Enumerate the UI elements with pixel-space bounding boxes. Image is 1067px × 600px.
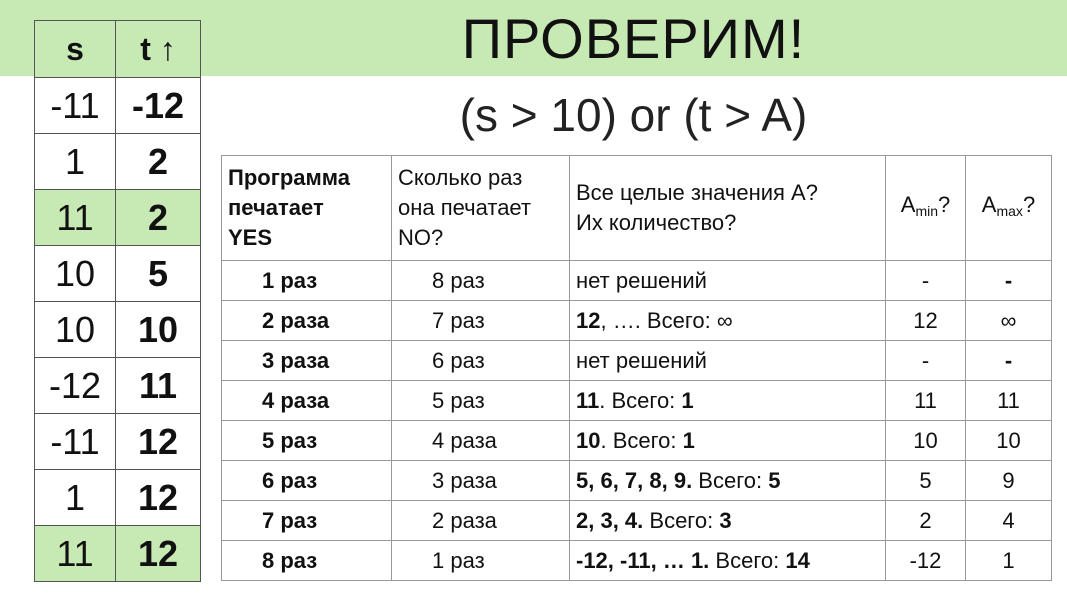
a-max-cell: 11 <box>966 381 1052 421</box>
yes-count-cell: 4 раза <box>222 381 392 421</box>
header-prints-yes: Программа печатает YES <box>222 156 392 261</box>
s-value: 10 <box>35 246 116 302</box>
a-values-text: , …. Всего: ∞ <box>600 308 733 333</box>
a-min-cell: 2 <box>886 501 966 541</box>
page-title: ПРОВЕРИМ! <box>461 7 806 70</box>
a-values-list: -12, -11, … 1. <box>576 548 710 573</box>
yes-count-cell: 2 раза <box>222 301 392 341</box>
a-min-cell: 12 <box>886 301 966 341</box>
a-min-cell: -12 <box>886 541 966 581</box>
a-values-list: 10 <box>576 428 601 453</box>
yes-count-cell: 6 раз <box>222 461 392 501</box>
st-row <box>35 414 201 470</box>
results-row <box>222 341 1052 381</box>
a-values-list: 11 <box>576 388 600 413</box>
no-count-cell: 7 раз <box>392 301 570 341</box>
results-row <box>222 261 1052 301</box>
no-count-cell: 2 раза <box>392 501 570 541</box>
a-min-cell: - <box>886 261 966 301</box>
a-total-label: Всего: <box>643 508 720 533</box>
t-value: 10 <box>116 302 201 358</box>
a-values-cell <box>570 421 886 461</box>
t-value: 12 <box>116 414 201 470</box>
results-row <box>222 301 1052 341</box>
a-max-cell: 10 <box>966 421 1052 461</box>
st-row <box>35 302 201 358</box>
a-values-cell <box>570 261 886 301</box>
s-value: -12 <box>35 358 116 414</box>
a-total-count: 1 <box>681 388 694 413</box>
yes-count-cell: 5 раз <box>222 421 392 461</box>
header-a-values: Все целые значения A? Их количество? <box>570 156 886 261</box>
no-count-cell: 5 раз <box>392 381 570 421</box>
yes-count-cell: 8 раз <box>222 541 392 581</box>
no-count-cell: 3 раза <box>392 461 570 501</box>
a-total-label: Всего: <box>709 548 786 573</box>
st-row <box>35 470 201 526</box>
a-max-cell: ∞ <box>966 301 1052 341</box>
condition-formula: (s > 10) or (t > A) <box>459 89 808 141</box>
st-values-table <box>34 20 201 582</box>
header-a-min: $A_{min}$? <box>886 156 966 261</box>
a-total-label: . Всего: <box>600 428 683 453</box>
a-values-text: нет решений <box>576 268 707 293</box>
st-row <box>35 358 201 414</box>
st-row <box>35 190 201 246</box>
a-values-cell <box>570 461 886 501</box>
s-value: 1 <box>35 134 116 190</box>
a-values-cell <box>570 341 886 381</box>
results-row <box>222 381 1052 421</box>
results-row <box>222 421 1052 461</box>
results-table <box>221 155 1052 581</box>
no-count-cell: 4 раза <box>392 421 570 461</box>
a-min-cell: - <box>886 341 966 381</box>
a-total-label: . Всего: <box>599 388 682 413</box>
s-value: 10 <box>35 302 116 358</box>
st-row <box>35 246 201 302</box>
a-max-cell: 9 <box>966 461 1052 501</box>
results-row <box>222 501 1052 541</box>
results-row <box>222 461 1052 501</box>
a-values-cell <box>570 301 886 341</box>
a-min-cell: 10 <box>886 421 966 461</box>
results-header-row <box>222 156 1052 261</box>
yes-count-cell: 3 раза <box>222 341 392 381</box>
t-value: 12 <box>116 470 201 526</box>
a-values-cell <box>570 501 886 541</box>
a-max-cell: 1 <box>966 541 1052 581</box>
a-total-count: 3 <box>719 508 732 533</box>
header-a-max: $A_{max}$? <box>966 156 1052 261</box>
a-values-text: нет решений <box>576 348 707 373</box>
a-min-cell: 11 <box>886 381 966 421</box>
s-value: 1 <box>35 470 116 526</box>
a-values-cell <box>570 381 886 421</box>
st-row <box>35 134 201 190</box>
a-max-cell: - <box>966 341 1052 381</box>
t-value: 11 <box>116 358 201 414</box>
t-value: 5 <box>116 246 201 302</box>
a-total-count: 5 <box>768 468 781 493</box>
results-row <box>222 541 1052 581</box>
st-row <box>35 526 201 582</box>
no-count-cell: 1 раз <box>392 541 570 581</box>
a-total-count: 14 <box>785 548 810 573</box>
st-row <box>35 78 201 134</box>
no-count-cell: 8 раз <box>392 261 570 301</box>
a-values-list: 12 <box>576 308 601 333</box>
a-values-list: 5, 6, 7, 8, 9. <box>576 468 693 493</box>
st-header-row <box>35 21 201 78</box>
s-value: 11 <box>35 526 116 582</box>
a-total-count: 1 <box>682 428 695 453</box>
t-value: -12 <box>116 78 201 134</box>
a-min-cell: 5 <box>886 461 966 501</box>
yes-count-cell: 1 раз <box>222 261 392 301</box>
s-value: 11 <box>35 190 116 246</box>
a-values-list: 2, 3, 4. <box>576 508 644 533</box>
yes-count-cell: 7 раз <box>222 501 392 541</box>
a-total-label: Всего: <box>692 468 769 493</box>
s-header: s <box>35 21 116 78</box>
header-prints-no: Сколько раз она печатает NO? <box>392 156 570 261</box>
t-value: 2 <box>116 134 201 190</box>
no-count-cell: 6 раз <box>392 341 570 381</box>
a-values-cell <box>570 541 886 581</box>
a-max-cell: 4 <box>966 501 1052 541</box>
t-header: t ↑ <box>116 21 201 78</box>
s-value: -11 <box>35 78 116 134</box>
s-value: -11 <box>35 414 116 470</box>
a-max-cell: - <box>966 261 1052 301</box>
t-value: 12 <box>116 526 201 582</box>
t-value: 2 <box>116 190 201 246</box>
